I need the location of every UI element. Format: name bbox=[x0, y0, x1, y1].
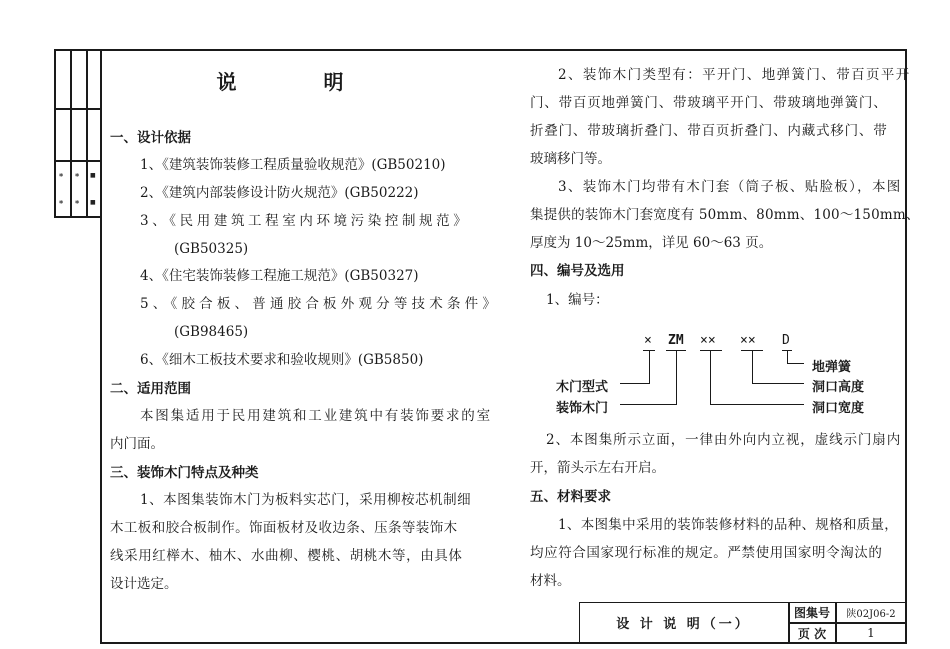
section-heading-features: 三、装饰木门特点及种类 bbox=[110, 465, 259, 481]
frame-top bbox=[54, 49, 906, 51]
standard-item-code: (GB98465) bbox=[174, 324, 249, 340]
paragraph-line: 均应符合国家现行标准的规定。严禁使用国家明令淘汰的 bbox=[530, 545, 883, 561]
stamp-mark-icon: * bbox=[75, 171, 80, 181]
page-title: 说 明 bbox=[216, 70, 384, 94]
atlas-no-label: 图集号 bbox=[793, 605, 830, 620]
paragraph-line: 1、本图集装饰木门为板料实芯门，采用柳桉芯机制细 bbox=[140, 492, 472, 508]
paragraph-line: 门、带百页地弹簧门、带玻璃平开门、带玻璃地弹簧门、 bbox=[530, 95, 888, 111]
frame-left bbox=[100, 49, 102, 644]
standard-item: 4、《住宅装饰装修工程施工规范》(GB50327) bbox=[140, 268, 419, 284]
standard-item-code: (GB50325) bbox=[174, 241, 249, 257]
page-label: 页 次 bbox=[797, 626, 827, 641]
stamp-mark-icon: * bbox=[59, 171, 64, 181]
drawing-name: 设 计 说 明（一） bbox=[616, 617, 751, 632]
section-heading-materials: 五、材料要求 bbox=[530, 489, 611, 505]
label-floor-spring: 地弹簧 bbox=[812, 360, 852, 375]
standard-item: 1、《建筑装饰装修工程质量验收规范》(GB50210) bbox=[140, 157, 446, 173]
standard-item: 5、《胶合板、普通胶合板外观分等技术条件》 bbox=[140, 296, 501, 312]
paragraph-line: 线采用红榉木、柚木、水曲柳、樱桃、胡桃木等，由具体 bbox=[110, 548, 463, 564]
label-opening-height: 洞口高度 bbox=[812, 380, 865, 395]
paragraph-line: 本图集适用于民用建筑和工业建筑中有装饰要求的室 bbox=[140, 408, 492, 424]
paragraph-line: 2、装饰木门类型有：平开门、地弹簧门、带百页平开 bbox=[558, 67, 911, 83]
section-heading-scope: 二、适用范围 bbox=[110, 381, 191, 397]
paragraph-line: 2、本图集所示立面，一律由外向内立视，虚线示门扇内 bbox=[546, 432, 902, 448]
paragraph-line: 厚度为 10～25mm，详见 60～63 页。 bbox=[530, 235, 773, 251]
paragraph-line: 材料。 bbox=[530, 573, 571, 589]
label-door-type: 木门型式 bbox=[556, 380, 609, 395]
code-part-height: ×× bbox=[740, 333, 756, 348]
stamp-mark-icon: ■ bbox=[90, 172, 96, 179]
stamp-mark-icon: * bbox=[75, 198, 80, 208]
section-heading-numbering: 四、编号及选用 bbox=[530, 263, 625, 279]
paragraph-line: 3、装饰木门均带有木门套（筒子板、贴脸板），本图 bbox=[558, 179, 902, 195]
paragraph-line: 玻璃移门等。 bbox=[530, 151, 611, 167]
paragraph-line: 1、本图集中采用的装饰装修材料的品种、规格和质量， bbox=[558, 517, 899, 533]
code-part-d: D bbox=[782, 333, 790, 348]
standard-item: 6、《细木工板技术要求和验收规则》(GB5850) bbox=[140, 352, 424, 368]
code-part-zm: ZM bbox=[668, 333, 684, 348]
paragraph-line: 折叠门、带玻璃折叠门、带百页折叠门、内藏式移门、带 bbox=[530, 123, 888, 139]
paragraph-line: 内门面。 bbox=[110, 436, 164, 452]
section-heading-design-basis: 一、设计依据 bbox=[110, 130, 191, 146]
frame-right bbox=[905, 49, 907, 644]
code-part-type: × bbox=[644, 333, 652, 348]
standard-item: 2、《建筑内部装修设计防火规范》(GB50222) bbox=[140, 185, 419, 201]
standard-item: 3、《民用建筑工程室内环境污染控制规范》 bbox=[140, 213, 471, 229]
atlas-no: 陕02J06-2 bbox=[846, 608, 896, 620]
paragraph-line: 开，箭头示左右开启。 bbox=[530, 460, 665, 476]
page-number: 1 bbox=[867, 626, 875, 640]
paragraph-line: 集提供的装饰木门套宽度有 50mm、80mm、100～150mm、 bbox=[530, 207, 920, 223]
label-opening-width: 洞口宽度 bbox=[812, 401, 865, 416]
paragraph-line: 木工板和胶合板制作。饰面板材及收边条、压条等装饰木 bbox=[110, 520, 458, 536]
code-part-width: ×× bbox=[700, 333, 716, 348]
paragraph-line: 设计选定。 bbox=[110, 576, 178, 592]
label-decor-door: 装饰木门 bbox=[556, 401, 609, 416]
sub-heading-numbering: 1、编号： bbox=[546, 292, 609, 308]
stamp-mark-icon: * bbox=[59, 198, 64, 208]
stamp-mark-icon: ■ bbox=[90, 199, 96, 206]
